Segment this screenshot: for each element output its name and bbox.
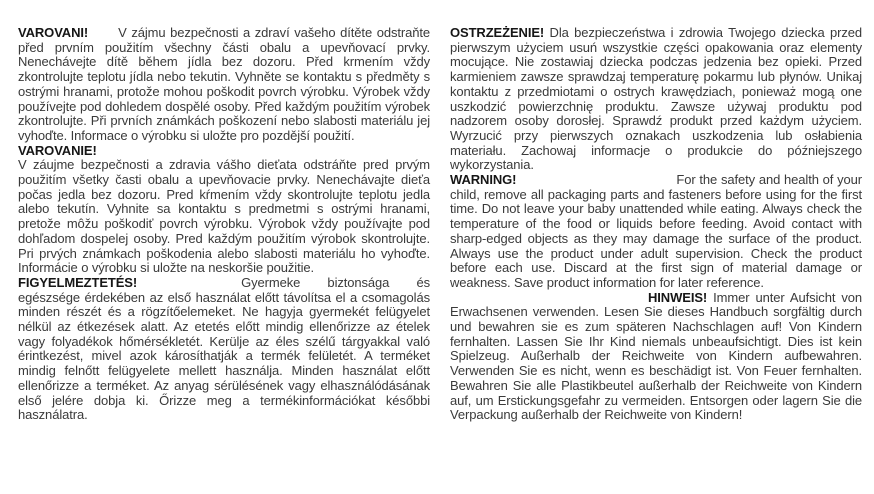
polish-body-text: Dla bezpieczeństwa i zdrowia Twojego dziecka przed pierwszym użyciem usuń wszystkie części opakowania oraz elementy mocujące. Nie zostawiaj dziecka podczas jedzenia bez opieki. Przed karmieniem zawsze sprawdzaj temperaturę pokarmu lub płynów. Unikaj kontaktu z przedmiotami o ostrych krawędziach, ponieważ mogą one uszkodzić powierzchnię produktu. Zawsze używaj produktu pod nadzorem osoby dorosłej. Sprawdź produkt przed każdym użyciem. Wyrzucić przy pierwszych oznakach uszkodzenia lub osłabienia materiału. Zachowaj informacje o produkcie do późniejszego wykorzystania. <box>450 25 862 173</box>
polish-heading: OSTRZEŻENIE! <box>450 25 545 40</box>
english-heading: WARNING! <box>450 172 517 188</box>
section-czech-warning <box>18 26 430 144</box>
left-column <box>18 26 430 494</box>
heading-spacer <box>88 36 118 37</box>
slovak-heading: VAROVANIE! <box>18 142 97 158</box>
heading-spacer <box>516 183 676 184</box>
heading-spacer <box>137 286 241 287</box>
german-heading: HINWEIS! <box>648 289 708 305</box>
right-column <box>450 26 862 494</box>
english-body-text: For the safety and health of your child, remove all packaging parts and fasteners before using for the first time. Do not leave your baby unattended while eating. Always check the temperature of the food or liquids before feeding. Avoid contact with sharp-edged objects as they may damage the surface of the product. Always use the product under adult supervision. Check the product before each use. Discard at the first sign of material damage or weakness. Save product information for later reference. <box>450 172 862 290</box>
section-slovak-warning <box>18 144 430 276</box>
german-body-text: Immer unter Aufsicht von Erwachsenen verwenden. Lesen Sie dieses Handbuch sorgfältig durch und bewahren sie es zum späteren Nachschlagen auf! Von Kindern fernhalten. Lassen Sie Ihr Kind niemals unbeaufsichtigt. Dies ist kein Spielzeug. Außerhalb der Reichweite von Kindern aufbewahren. Verwenden Sie es nicht, wenn es beschädigt ist. Von Feuer fernhalten. Bewahren Sie alle Plastikbeutel außerhalb der Reichweite von Kindern auf, um Erstickungsgefahr zu vermeiden. Entsorgen oder lagern Sie die Verpackung außerhalb der Reichweite von Kindern! <box>450 289 862 423</box>
czech-body-text: V zájmu bezpečnosti a zdraví vašeho dítěte odstraňte před prvním použitím všechny části obalu a upevňovací prvky. Nenechávejte dítě během jídla bez dozoru. Před krmením vždy zkontrolujte teplotu jídla nebo tekutin. Vyhněte se kontaktu s předměty s ostrými hranami, protože mohou poškodit povrch výrobku. Výrobek vždy používejte pod dohledem dospělé osoby. Před každým použitím výrobek zkontrolujte. Při prvních známkách poškození nebo slabosti materiálu jej vyhoďte. Informace o výrobku si uložte pro pozdější použití. <box>18 25 430 143</box>
hungarian-heading: FIGYELMEZTETÉS! <box>18 274 138 290</box>
section-english-warning <box>450 173 862 291</box>
section-hungarian-warning <box>18 276 430 423</box>
czech-heading: VAROVANI! <box>18 25 89 40</box>
section-polish-warning <box>450 26 862 173</box>
section-german-notice <box>450 291 862 423</box>
slovak-body-text: V záujme bezpečnosti a zdravia vášho dieťata odstráňte pred prvým použitím všetky časti obalu a upevňovacie prvky. Nenechávajte dieťa počas jedla bez dozoru. Pred kŕmením vždy skontrolujte teplotu jedla alebo tekutín. Vyhnite sa kontaktu s predmetmi s ostrými hranami, pretože môžu poškodiť povrch výrobku. Výrobok vždy používajte pod dohľadom dospelej osoby. Pred každým použitím výrobok skontrolujte. Pri prvých známkach poškodenia alebo slabosti materiálu ho vyhoďte. Informácie o výrobku si uložte na neskoršie použitie. <box>18 157 430 276</box>
hungarian-body-text: Gyermeke biztonsága és egészsége érdekében az első használat előtt távolítsa el a csomagolás minden részét és a rögzítőelemeket. Ne hagyja gyermekét felügyelet nélkül az étkezések alatt. Az etetés előtt mindig ellenőrizze az ételek vagy folyadékok hőmérsékletét. Kerülje az éles szélű tárgyakkal való érintkezést, mivel azok károsíthatják a termék felületét. A terméket mindig felnőtt felügyelete mellett használja. Minden használat előtt ellenőrizze a terméket. Az anyag sérülésének vagy elhasználódásának első jelére dobja ki. Őrizze meg a termékinformációkat későbbi használatra. <box>18 274 430 423</box>
